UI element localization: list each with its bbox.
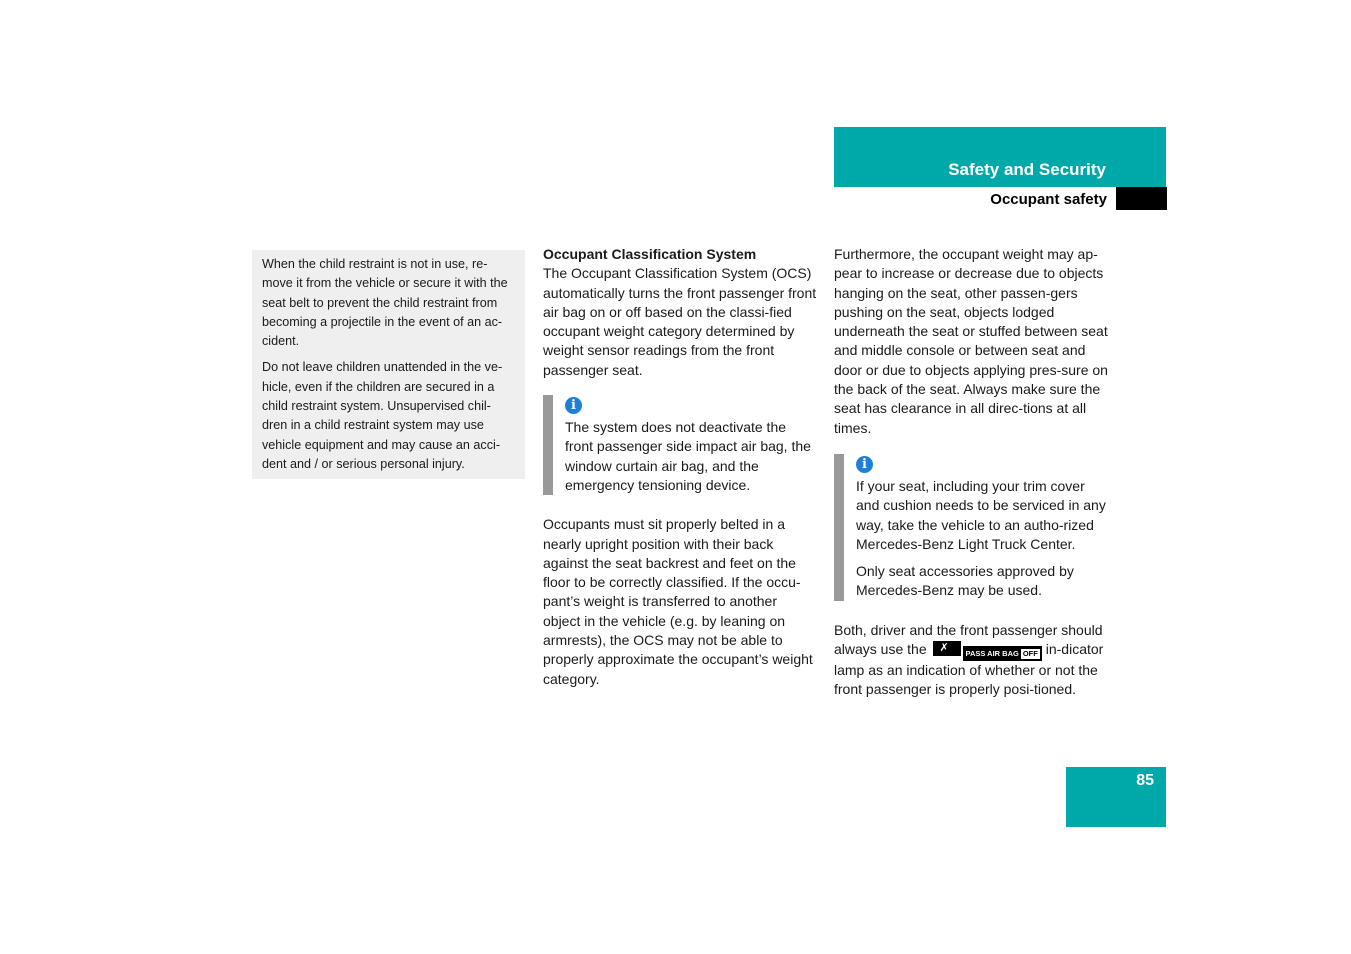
pass-air-bag-off-icon <box>963 646 1042 661</box>
warning-paragraph: Do not leave children unattended in the ve-hicle, even if the children are secured in a child restraint system. Unsupervised chil-dren in a child restraint system may use vehicle equipment and may cause an acci-dent and / or serious personal injury. <box>262 360 503 471</box>
note-text: If your seat, including your trim cover and cushion needs to be serviced in any way, take the vehicle to an autho-rized Mercedes-Benz Light Truck Center. <box>856 477 1106 552</box>
right-column <box>834 245 1108 700</box>
seat-indicator-icon: ✗ <box>933 641 961 656</box>
ocs-body: Occupants must sit properly belted in a nearly upright position with their back against the seat backrest and feet on the floor to be correctly classified. If the occu-pant’s weight is transferred to another object in the vehicle (e.g. by leaning on armrests), the OCS may not be able to properly approximate the occupant’s weight category. <box>543 516 813 687</box>
section-title: Safety and Security <box>948 160 1106 179</box>
note-text: The system does not deactivate the front passenger side impact air bag, the window curtain air bag, and the emergency tensioning device. <box>565 419 811 493</box>
lamp-label: PASS AIR BAG <box>965 649 1019 659</box>
note-text: Only seat accessories approved by Mercedes-Benz may be used. <box>856 563 1074 599</box>
indicator-text-after: in-dicator lamp as an indication of whether or not the front passenger is properly posi-tioned. <box>834 641 1104 698</box>
info-note <box>834 454 1108 601</box>
info-icon: i <box>856 456 873 473</box>
weight-paragraph: Furthermore, the occupant weight may ap-pear to increase or decrease due to objects hanging on the seat, other passen-gers pushing on the seat, objects lodged underneath the seat or stuffed between seat and middle console or between seat and door or due to objects applying pres-sure on the back of the seat. Always make sure the seat has clearance in all direc-tions at all times. <box>834 246 1108 436</box>
page-number-block <box>1066 767 1166 827</box>
info-note <box>543 395 817 495</box>
header-block <box>834 127 1166 187</box>
middle-column <box>543 245 817 689</box>
indicator-paragraph <box>834 621 1108 700</box>
section-marker-tab <box>1116 187 1167 210</box>
page-number: 85 <box>1136 772 1154 789</box>
ocs-intro: The Occupant Classification System (OCS) automatically turns the front passenger front air bag on or off based on the classi-fied occupant weight category determined by weight sensor readings from the front passenger seat. <box>543 265 817 378</box>
warning-paragraph: When the child restraint is not in use, re-move it from the vehicle or secure it with the seat belt to prevent the child restraint from becoming a projectile in the event of an ac-cident. <box>262 257 508 349</box>
subsection-title: Occupant safety <box>990 191 1107 208</box>
info-icon: i <box>565 397 582 414</box>
lamp-off-label: OFF <box>1022 649 1038 659</box>
warning-box <box>252 250 525 479</box>
note-bar <box>543 395 553 495</box>
indicator-text-before: Both, driver and the front passenger should always use the <box>834 621 1103 658</box>
note-bar <box>834 454 844 601</box>
ocs-heading: Occupant Classification System <box>543 246 757 262</box>
